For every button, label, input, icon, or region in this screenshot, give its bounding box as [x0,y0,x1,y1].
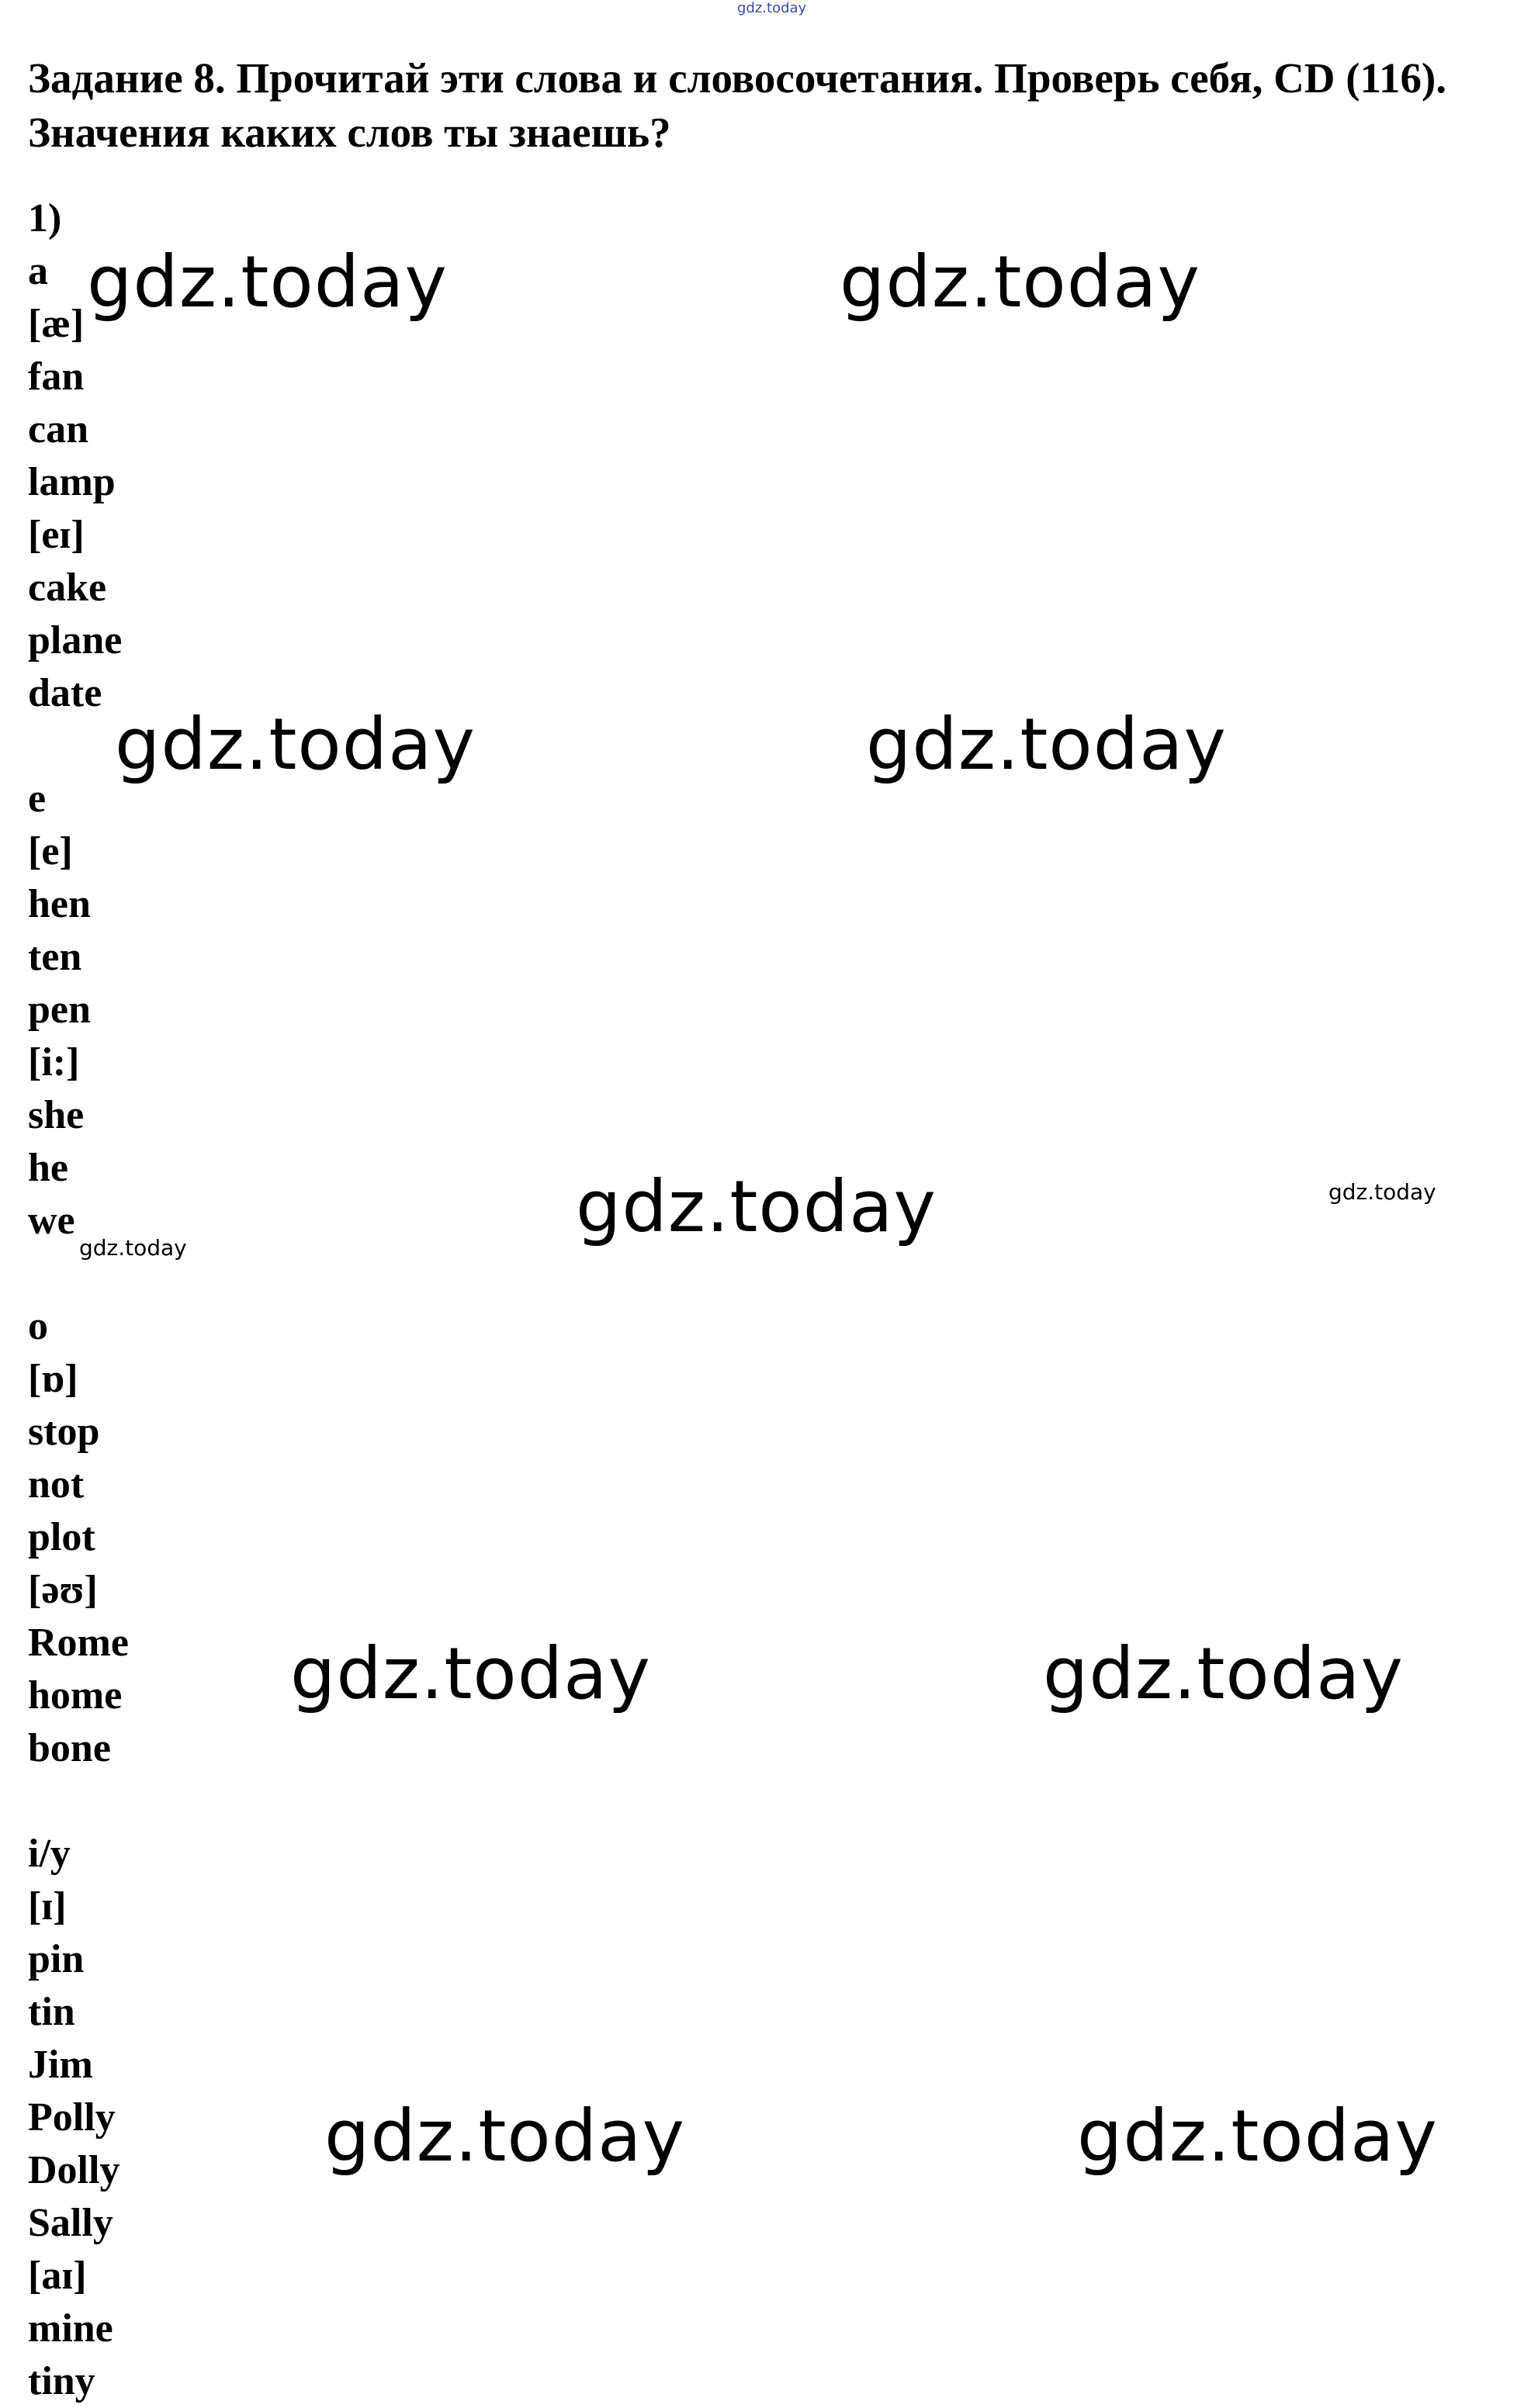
list-item: a [28,249,48,293]
list-item: pen [28,988,91,1032]
list-item: [æ] [28,302,85,346]
watermark: gdz.today [1077,2095,1438,2178]
list-item: cake [28,566,107,610]
list-item: he [28,1146,68,1190]
list-gap [28,1775,129,1828]
watermark: gdz.today [324,2095,685,2178]
list-item: lamp [28,460,116,504]
watermark: gdz.today [115,703,476,786]
list-item: Sally [28,2201,113,2245]
list-item: fan [28,355,85,399]
list-item: [ɒ] [28,1357,78,1401]
watermark: gdz.today [1043,1632,1404,1715]
list-item: mine [28,2306,113,2351]
watermark: gdz.today [576,1165,937,1248]
watermark: gdz.today [87,240,448,323]
list-item: not [28,1462,85,1507]
list-item: i/y [28,1832,71,1876]
list-item: stop [28,1410,100,1454]
list-item: Polly [28,2095,116,2140]
list-item: [ɪ] [28,1884,67,1929]
list-item: hen [28,882,91,926]
list-item: [i:] [28,1040,80,1085]
list-item: can [28,407,88,452]
list-item: plot [28,1515,95,1559]
list-item: we [28,1199,75,1243]
list-item: tiny [28,2359,95,2403]
list-item: 1) [28,196,62,240]
list-item: she [28,1093,85,1137]
list-item: e [28,777,47,821]
list-item: ten [28,935,82,979]
list-item: [e] [28,829,73,874]
list-item: Dolly [28,2148,120,2192]
list-gap [28,720,129,773]
list-item: tin [28,1990,75,2034]
list-item: date [28,671,102,715]
list-item: o [28,1304,48,1348]
list-item: [əʊ] [28,1568,98,1612]
list-item: pin [28,1937,85,1981]
list-item: [aɪ] [28,2254,87,2298]
page-title: Задание 8. Прочитай эти слова и словосочетания. Проверь себя, CD (116). Значения каких слов ты знаешь? [28,54,1447,156]
watermark: gdz.today [290,1632,651,1715]
word-list [28,192,129,2408]
list-item: plane [28,618,123,663]
watermark: gdz.today [866,703,1227,786]
watermark: gdz.today [840,240,1200,323]
watermark: gdz.today [1328,1179,1436,1205]
list-item: bone [28,1726,111,1770]
list-item: Jim [28,2043,93,2087]
list-item: [eɪ] [28,513,85,557]
watermark-top: gdz.today [737,0,807,16]
list-item: Rome [28,1621,129,1665]
watermark: gdz.today [79,1235,187,1261]
list-item: home [28,1673,123,1718]
